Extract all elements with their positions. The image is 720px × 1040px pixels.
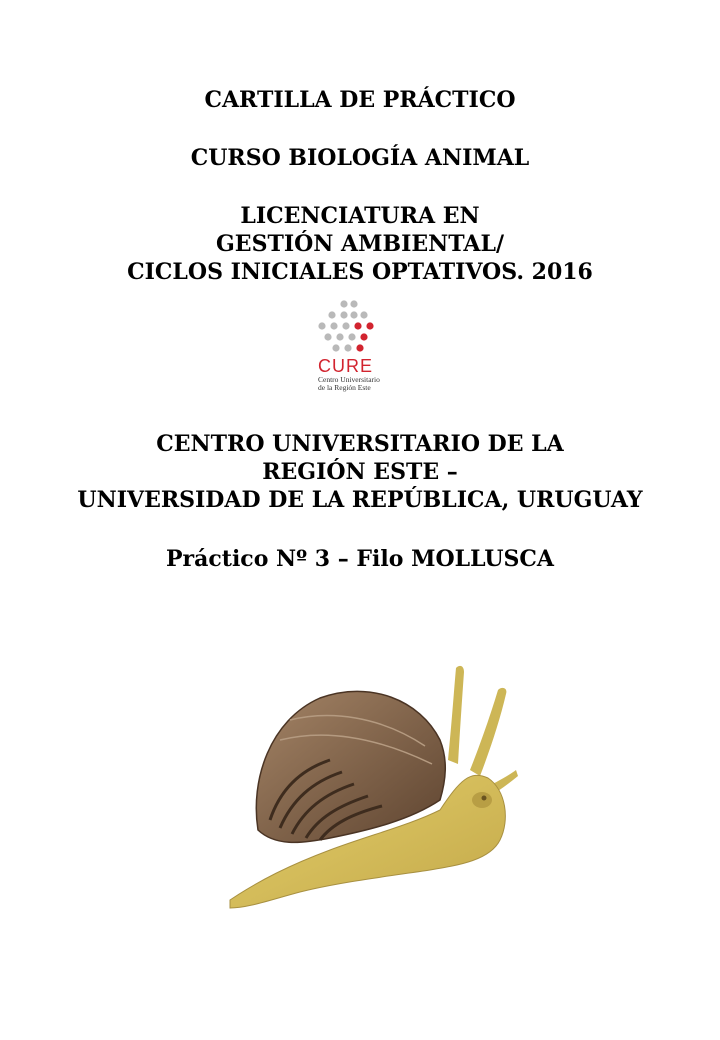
cure-logo-sub-2: de la Región Este bbox=[318, 383, 371, 392]
logo-dot bbox=[350, 311, 357, 318]
logo-dot bbox=[360, 311, 367, 318]
cure-logo-word: CURE bbox=[318, 356, 374, 376]
logo-dot bbox=[348, 333, 355, 340]
logo-dot bbox=[330, 322, 337, 329]
degree-line-2: GESTIÓN AMBIENTAL/ bbox=[216, 231, 504, 257]
cure-logo bbox=[300, 298, 400, 392]
logo-dot bbox=[336, 333, 343, 340]
snail-icon bbox=[220, 660, 520, 920]
cure-logo-sub-1: Centro Universitario bbox=[318, 375, 380, 384]
logo-dot bbox=[354, 322, 361, 329]
logo-dot bbox=[340, 300, 347, 307]
logo-dot bbox=[356, 344, 363, 351]
logo-dot bbox=[328, 311, 335, 318]
logo-dot bbox=[324, 333, 331, 340]
logo-dot bbox=[332, 344, 339, 351]
degree-line-3: CICLOS INICIALES OPTATIVOS. 2016 bbox=[127, 259, 593, 285]
logo-dot bbox=[360, 333, 367, 340]
course-title: CURSO BIOLOGÍA ANIMAL bbox=[190, 145, 530, 171]
logo-dot bbox=[342, 322, 349, 329]
institution-line-3: UNIVERSIDAD DE LA REPÚBLICA, URUGUAY bbox=[77, 487, 643, 513]
logo-dot bbox=[318, 322, 325, 329]
cartilla-title: CARTILLA DE PRÁCTICO bbox=[204, 87, 516, 113]
logo-dot bbox=[340, 311, 347, 318]
degree-line-1: LICENCIATURA EN bbox=[240, 203, 480, 229]
institution-line-1: CENTRO UNIVERSITARIO DE LA bbox=[156, 431, 564, 457]
logo-dot bbox=[366, 322, 373, 329]
cure-dots-icon bbox=[300, 298, 400, 358]
institution-line-2: REGIÓN ESTE – bbox=[262, 459, 458, 485]
logo-dot bbox=[350, 300, 357, 307]
logo-dot bbox=[344, 344, 351, 351]
practice-title: Práctico Nº 3 – Filo MOLLUSCA bbox=[166, 546, 554, 572]
